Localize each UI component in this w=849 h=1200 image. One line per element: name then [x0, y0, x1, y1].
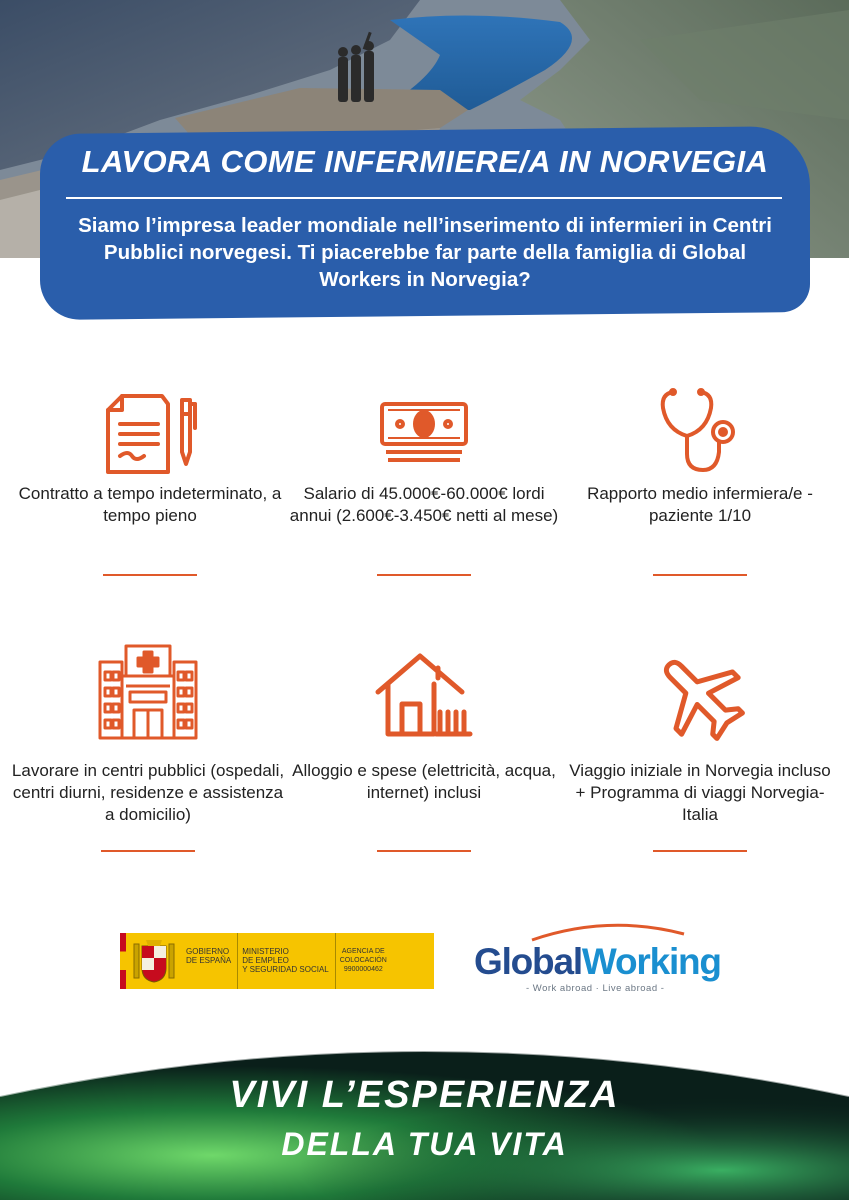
- aurora-footer: [0, 1026, 849, 1200]
- airplane-icon: [652, 648, 748, 749]
- globalworking-logo: GlobalWorking: [474, 941, 721, 982]
- feature-divider: [653, 574, 747, 576]
- feature-label: Salario di 45.000€-60.000€ lordi annui (2.600€-3.450€ netti al mese): [289, 484, 559, 525]
- feature-label: Viaggio iniziale in Norvegia incluso + Programma di viaggi Norvegia-Italia: [569, 761, 831, 824]
- intro-text: Siamo l’impresa leader mondiale nell’inserimento di infermieri in Centri Pubblici norvegesi. Ti piacerebbe far parte della famiglia di Global Workers in Norvegia?: [78, 214, 772, 291]
- slogan-line-2: DELLA TUA VITA: [281, 1126, 568, 1162]
- feature-label: Alloggio e spese (elettricità, acqua, internet) inclusi: [292, 761, 556, 802]
- feature-divider: [103, 574, 197, 576]
- feature-label: Contratto a tempo indeterminato, a tempo pieno: [18, 484, 282, 525]
- contract-pen-icon: [100, 392, 200, 483]
- feature-divider: [377, 574, 471, 576]
- feature-divider: [653, 850, 747, 852]
- ministry-label: MINISTERIO DE EMPLEO Y SEGURIDAD SOCIAL: [238, 933, 336, 989]
- gov-label: GOBIERNO DE ESPAÑA: [182, 933, 238, 989]
- hospital-icon: [96, 642, 200, 747]
- feature-divider: [377, 850, 471, 852]
- title-divider: [66, 197, 782, 199]
- coat-of-arms-icon: [126, 933, 182, 989]
- feature-label: Rapporto medio infermiera/e - paziente 1/10: [587, 484, 813, 525]
- feature-divider: [101, 850, 195, 852]
- spanish-government-logo: [120, 933, 434, 989]
- slogan-line-1: VIVI L’ESPERIENZA: [229, 1074, 620, 1116]
- house-icon: [374, 652, 474, 743]
- stethoscope-icon: [655, 386, 745, 481]
- globalworking-arc-icon: [528, 920, 688, 942]
- page-title: LAVORA COME INFERMIERE/A IN NORVEGIA: [81, 144, 769, 179]
- feature-label: Lavorare in centri pubblici (ospedali, centri diurni, residenze e assistenza a domicilio): [11, 761, 285, 824]
- banknote-icon: [378, 400, 470, 471]
- globalworking-tagline: - Work abroad · Live abroad -: [526, 983, 665, 994]
- agency-label: AGENCIA DE COLOCACIÓN 9900000462: [339, 948, 387, 973]
